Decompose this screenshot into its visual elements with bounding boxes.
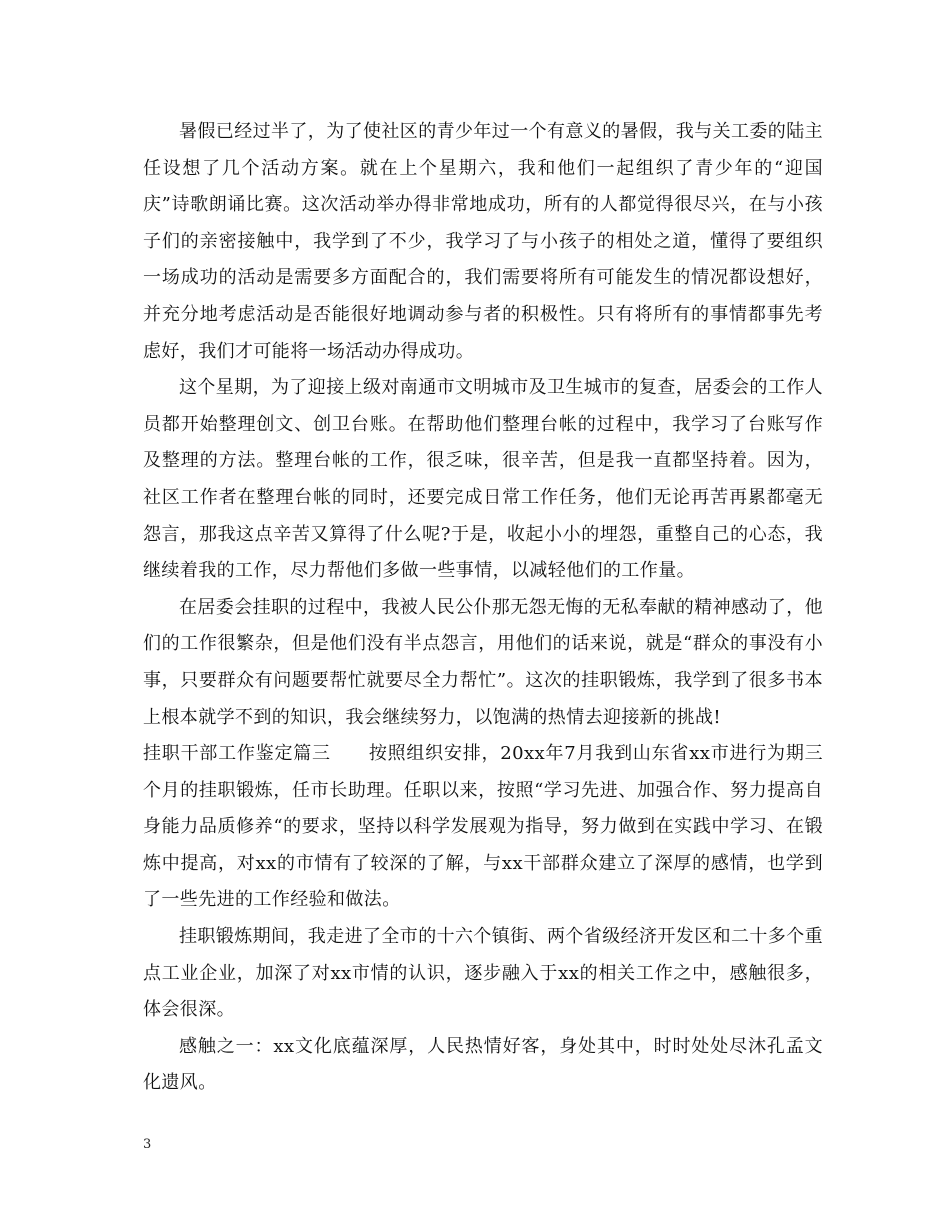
document-body — [143, 114, 823, 1102]
section-title: 挂职干部工作鉴定篇三 — [143, 743, 331, 765]
paragraph: 挂职锻炼期间，我走进了全市的十六个镇街、两个省级经济开发区和二十多个重点工业企业，加深了对xx市情的认识，逐步融入于xx的相关工作之中，感触很多，体会很深。 — [143, 926, 823, 1021]
page-number: 3 — [143, 1137, 152, 1152]
section-heading-paragraph — [143, 736, 823, 919]
paragraph: 感触之一：xx文化底蕴深厚，人民热情好客，身处其中，时时处处尽沐孔孟文化遗风。 — [143, 1035, 823, 1094]
paragraph: 这个星期，为了迎接上级对南通市文明城市及卫生城市的复查，居委会的工作人员都开始整理创文、创卫台账。在帮助他们整理台帐的过程中，我学习了台账写作及整理的方法。整理台帐的工作，很乏味，很辛苦，但是我一直都坚持着。因为，社区工作者在整理台帐的同时，还要完成日常工作任务，他们无论再苦再累都毫无怨言，那我这点辛苦又算得了什么呢?于是，收起小小的埋怨，重整自己的心态，我继续着我的工作，尽力帮他们多做一些事情，以减轻他们的工作量。 — [143, 377, 823, 582]
section-intro: 按照组织安排，20xx年7月我到山东省xx市进行为期三个月的挂职锻炼，任市长助理。任职以来，按照“学习先进、加强合作、努力提高自身能力品质修养“的要求，坚持以科学发展观为指导，努力做到在实践中学习、在锻炼中提高，对xx的市情有了较深的了解，与xx干部群众建立了深厚的感情，也学到了一些先进的工作经验和做法。 — [143, 743, 823, 911]
paragraph: 在居委会挂职的过程中，我被人民公仆那无怨无悔的无私奉献的精神感动了，他们的工作很繁杂，但是他们没有半点怨言，用他们的话来说，就是“群众的事没有小事，只要群众有问题要帮忙就要尽全力帮忙”。这次的挂职锻炼，我学到了很多书本上根本就学不到的知识，我会继续努力，以饱满的热情去迎接新的挑战! — [143, 596, 823, 728]
paragraph: 暑假已经过半了，为了使社区的青少年过一个有意义的暑假，我与关工委的陆主任设想了几个活动方案。就在上个星期六，我和他们一起组织了青少年的“迎国庆”诗歌朗诵比赛。这次活动举办得非常地成功，所有的人都觉得很尽兴，在与小孩子们的亲密接触中，我学到了不少，我学习了与小孩子的相处之道，懂得了要组织一场成功的活动是需要多方面配合的，我们需要将所有可能发生的情况都设想好，并充分地考虑活动是否能很好地调动参与者的积极性。只有将所有的事情都事先考虑好，我们才可能将一场活动办得成功。 — [143, 121, 823, 362]
